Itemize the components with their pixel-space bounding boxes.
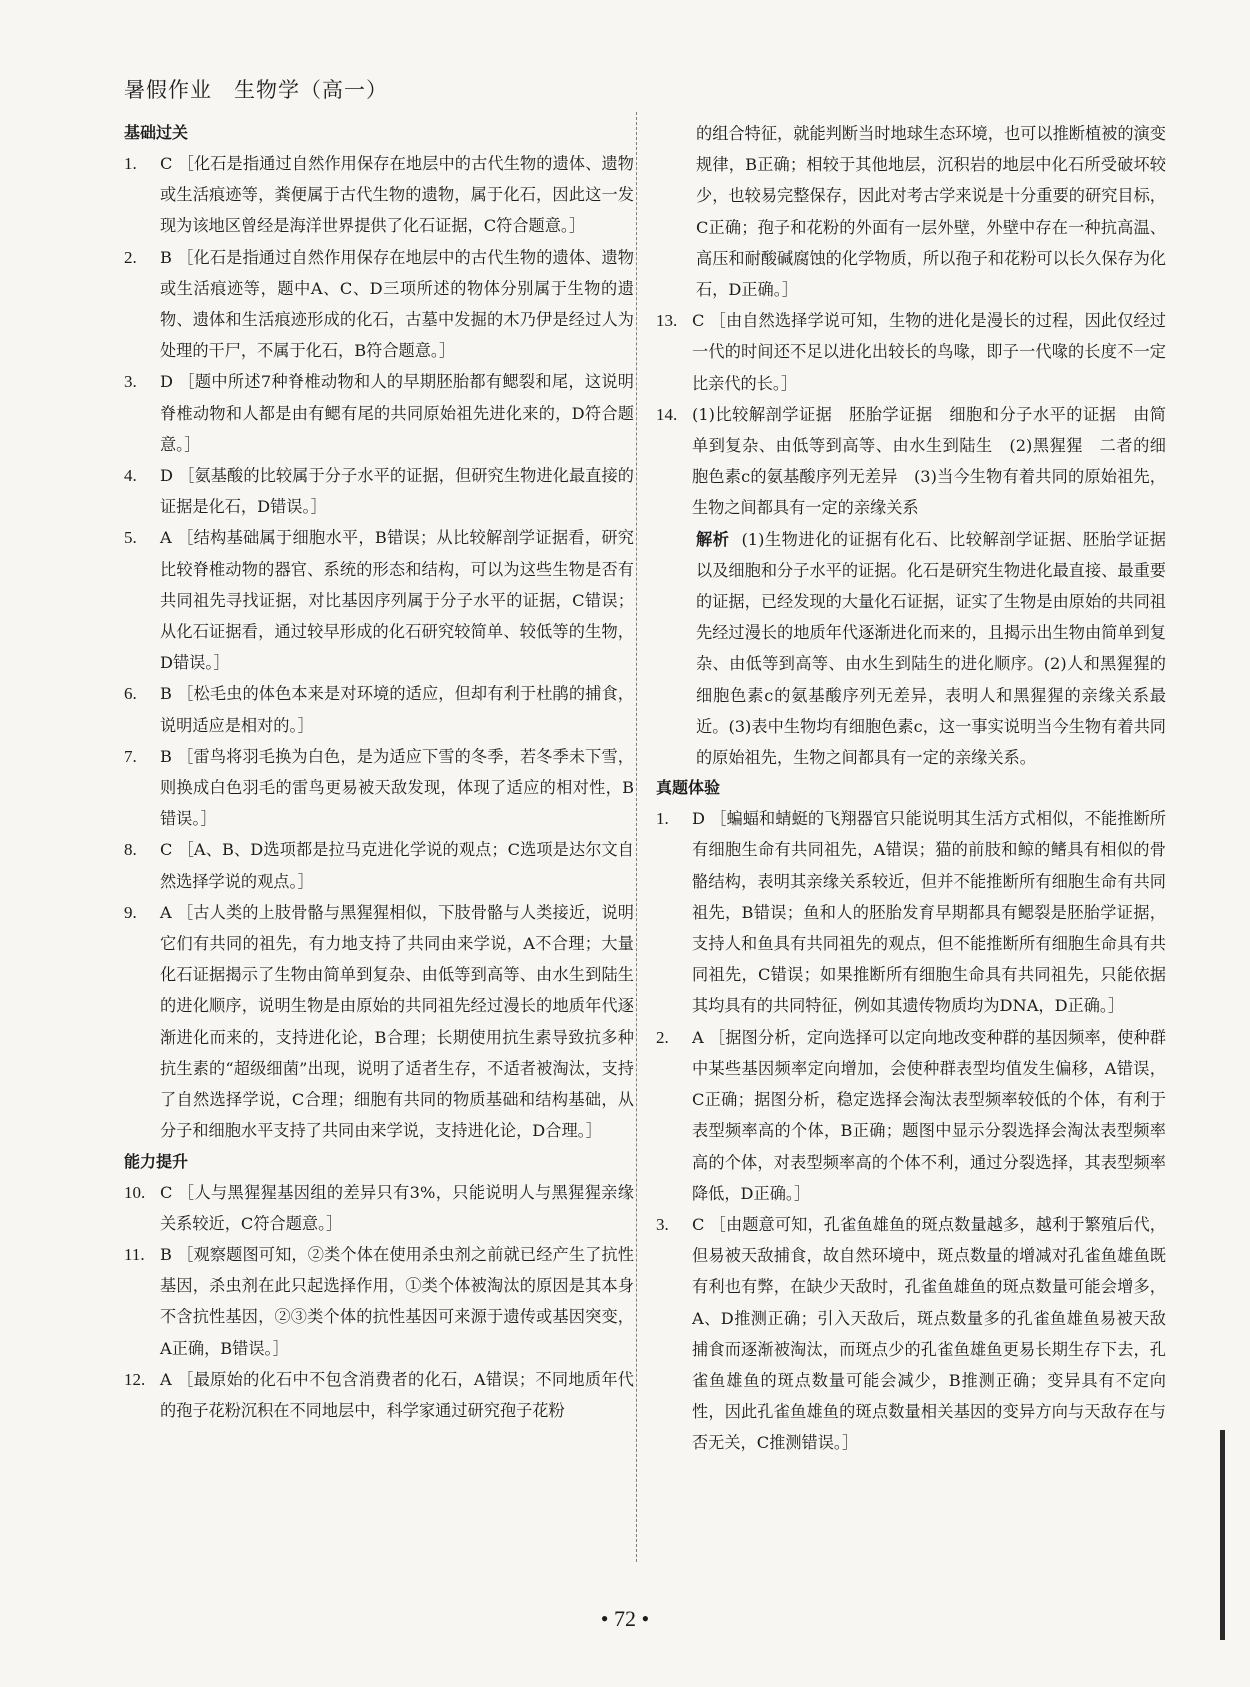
item-answer: (1)比较解剖学证据 胚胎学证据 细胞和分子水平的证据 由简单到复杂、由低等到高等、由水生到陆生 (2)黑猩猩 二者的细胞色素c的氨基酸序列无差异 (3)当今生物有着共同的原始祖先，生物之间都具有一定的亲缘关系 bbox=[692, 404, 1166, 518]
item-text: C ［化石是指通过自然作用保存在地层中的古代生物的遗体、遗物或生活痕迹等，粪便属于古代生物的遗物，属于化石，因此这一发现为该地区曾经是海洋世界提供了化石证据，C符合题意。］ bbox=[160, 154, 634, 236]
answer-item bbox=[656, 1209, 1166, 1459]
item-number: 2. bbox=[656, 1027, 669, 1047]
item-text: C ［人与黑猩猩基因组的差异只有3%，只能说明人与黑猩猩亲缘关系较近，C符合题意。］ bbox=[160, 1182, 634, 1233]
item-text: A ［最原始的化石中不包含消费者的化石，A错误；不同地质年代的孢子花粉沉积在不同地层中，科学家通过研究孢子花粉 bbox=[160, 1369, 634, 1420]
item-text: C ［A、B、D选项都是拉马克进化学说的观点；C选项是达尔文自然选择学说的观点。］ bbox=[160, 840, 634, 891]
item-text: C ［由自然选择学说可知，生物的进化是漫长的过程，因此仅经过一代的时间还不足以进化出较长的鸟喙，即子一代喙的长度不一定比亲代的长。］ bbox=[692, 311, 1166, 393]
answer-item bbox=[124, 522, 634, 678]
answer-item bbox=[124, 366, 634, 460]
answer-item bbox=[124, 242, 634, 367]
item-number: 3. bbox=[656, 1214, 669, 1234]
answer-item bbox=[124, 834, 634, 896]
answer-item bbox=[656, 803, 1166, 1021]
item-number: 14. bbox=[656, 404, 678, 424]
item-text: B ［化石是指通过自然作用保存在地层中的古代生物的遗体、遗物或生活痕迹等，题中A、C、D三项所述的物体分别属于生物的遗物、遗体和生活痕迹形成的化石，古墓中发掘的木乃伊是经过人为处理的干尸，不属于化石，B符合题意。］ bbox=[160, 247, 634, 361]
item-number: 1. bbox=[124, 154, 137, 173]
section-title-ability: 能力提升 bbox=[124, 1151, 189, 1171]
item-text: B ［观察题图可知，②类个体在使用杀虫剂之前就已经产生了抗性基因，杀虫剂在此只起选择作用，①类个体被淘汰的原因是其本身不含抗性基因，②③类个体的抗性基因可来源于遗传或基因突变，A正确，B错误。］ bbox=[160, 1244, 634, 1358]
answer-item bbox=[656, 1022, 1166, 1209]
item-number: 2. bbox=[124, 247, 137, 267]
answer-item bbox=[124, 1177, 634, 1239]
item-number: 7. bbox=[124, 746, 137, 766]
scan-edge-mark bbox=[1220, 1430, 1225, 1640]
item-number: 4. bbox=[124, 466, 137, 486]
item-text: D ［题中所述7种脊椎动物和人的早期胚胎都有鳃裂和尾，这说明脊椎动物和人都是由有鳃有尾的共同原始祖先进化来的，D符合题意。］ bbox=[160, 372, 634, 454]
continued-text: 的组合特征，就能判断当时地球生态环境，也可以推断植被的演变规律，B正确；相较于其他地层，沉积岩的地层中化石所受破坏较少，也较易完整保存，因此对考古学来说是十分重要的研究目标，C正确；孢子和花粉的外面有一层外壁，外壁中存在一种抗高温、高压和耐酸碱腐蚀的化学物质，所以孢子和花粉可以长久保存为化石，D正确。］ bbox=[696, 124, 1166, 300]
column-divider bbox=[636, 112, 637, 1562]
item-text: C ［由题意可知，孔雀鱼雄鱼的斑点数量越多，越利于繁殖后代，但易被天敌捕食，故自然环境中，斑点数量的增减对孔雀鱼雄鱼既有利也有弊，在缺少天敌时，孔雀鱼雄鱼的斑点数量可能会增多，A、D推测正确；引入天敌后，斑点数量多的孔雀鱼雄鱼易被天敌捕食而逐渐被淘汰，而斑点少的孔雀鱼雄鱼更易长期生存下去，孔雀鱼雄鱼的斑点数量可能会减少，B推测正确；变异具有不定向性，因此孔雀鱼雄鱼的斑点数量相关基因的变异方向与天敌存在与否无关，C推测错误。］ bbox=[692, 1214, 1166, 1453]
answer-item bbox=[124, 148, 634, 242]
answer-item bbox=[124, 897, 634, 1147]
item-text: B ［松毛虫的体色本来是对环境的适应，但却有利于杜鹃的捕食，说明适应是相对的。］ bbox=[160, 684, 634, 735]
item-number: 11. bbox=[124, 1244, 145, 1264]
analysis-label: 解析 bbox=[696, 529, 730, 549]
item-number: 13. bbox=[656, 311, 678, 331]
item-text: A ［古人类的上肢骨骼与黑猩猩相似，下肢骨骼与人类接近，说明它们有共同的祖先，有力地支持了共同由来学说，A不合理；大量化石证据揭示了生物由简单到复杂、由低等到高等、由水生到陆生的进化顺序，说明生物是由原始的共同祖先经过漫长的地质年代逐渐进化而来的，支持进化论，B合理；长期使用抗生素导致抗多种抗生素的“超级细菌”出现，说明了适者生存，不适者被淘汰，支持了自然选择学说，C合理；细胞有共同的物质基础和结构基础，从分子和细胞水平支持了共同由来学说，支持进化论，D合理。］ bbox=[160, 902, 634, 1141]
right-column bbox=[656, 118, 1166, 1459]
item-number: 8. bbox=[124, 840, 137, 860]
answer-item bbox=[124, 678, 634, 740]
item-number: 3. bbox=[124, 372, 137, 392]
answer-item bbox=[124, 1364, 634, 1426]
item-number: 5. bbox=[124, 528, 137, 548]
item-text: A ［据图分析，定向选择可以定向地改变种群的基因频率，使种群中某些基因频率定向增加，会使种群表型均值发生偏移，A错误，C正确；据图分析，稳定选择会淘汰表型频率较低的个体，有利于表型频率高的个体，B正确；题图中显示分裂选择会淘汰表型频率高的个体，对表型频率高的个体不利，通过分裂选择，其表型频率降低，D正确。］ bbox=[692, 1027, 1166, 1203]
item-number: 9. bbox=[124, 902, 137, 922]
item-text: A ［结构基础属于细胞水平，B错误；从比较解剖学证据看，研究比较脊椎动物的器官、系统的形态和结构，可以为这些生物是否有共同祖先寻找证据，对比基因序列属于分子水平的证据，C错误；从化石证据看，通过较早形成的化石研究较简单、较低等的生物，D错误。］ bbox=[160, 528, 634, 673]
item-text: D ［氨基酸的比较属于分子水平的证据，但研究生物进化最直接的证据是化石，D错误。］ bbox=[160, 466, 634, 517]
page-number: • 72 • bbox=[600, 1606, 650, 1631]
answer-item bbox=[124, 460, 634, 522]
item-number: 1. bbox=[656, 809, 669, 829]
item-text: B ［雷鸟将羽毛换为白色，是为适应下雪的冬季，若冬季未下雪，则换成白色羽毛的雷鸟更易被天敌发现，体现了适应的相对性，B错误。］ bbox=[160, 746, 634, 829]
section-title-basic: 基础过关 bbox=[124, 123, 189, 142]
answer-item-14 bbox=[656, 399, 1166, 524]
answer-item bbox=[656, 305, 1166, 399]
item-text: D ［蝙蝠和蜻蜓的飞翔器官只能说明其生活方式相似，不能推断所有细胞生命有共同祖先，A错误；猫的前肢和鲸的鳍具有相似的骨骼结构，表明其亲缘关系较近，但并不能推断所有细胞生命有共同祖先，B错误；鱼和人的胚胎发育早期都具有鳃裂是胚胎学证据，支持人和鱼具有共同祖先的观点，但不能推断所有细胞生命具有共同祖先，C错误；如果推断所有细胞生命具有共同祖先，只能依据其均具有的共同特征，例如其遗传物质均为DNA，D正确。］ bbox=[692, 809, 1166, 1016]
running-header bbox=[124, 74, 388, 104]
item-number: 12. bbox=[124, 1369, 146, 1389]
analysis-text: (1)生物进化的证据有化石、比较解剖学证据、胚胎学证据以及细胞和分子水平的证据。化石是研究生物进化最直接、最重要的证据，已经发现的大量化石证据，证实了生物是由原始的共同祖先经过漫长的地质年代逐渐进化而来的，且揭示出生物由简单到复杂、由低等到高等、由水生到陆生的进化顺序。(2)人和黑猩猩的细胞色素c的氨基酸序列无差异，表明人和黑猩猩的亲缘关系最近。(3)表中生物均有细胞色素c，这一事实说明当今生物有着共同的原始祖先，生物之间都具有一定的亲缘关系。 bbox=[696, 529, 1166, 768]
left-column bbox=[124, 118, 634, 1426]
item-number: 6. bbox=[124, 684, 137, 704]
answer-item bbox=[124, 741, 634, 835]
subject-title: 生物学（高一） bbox=[234, 78, 388, 102]
answer-item bbox=[124, 1239, 634, 1364]
analysis-block bbox=[656, 524, 1166, 774]
section-title-real: 真题体验 bbox=[656, 778, 721, 798]
item-number: 10. bbox=[124, 1182, 146, 1202]
book-title: 暑假作业 bbox=[124, 78, 212, 102]
